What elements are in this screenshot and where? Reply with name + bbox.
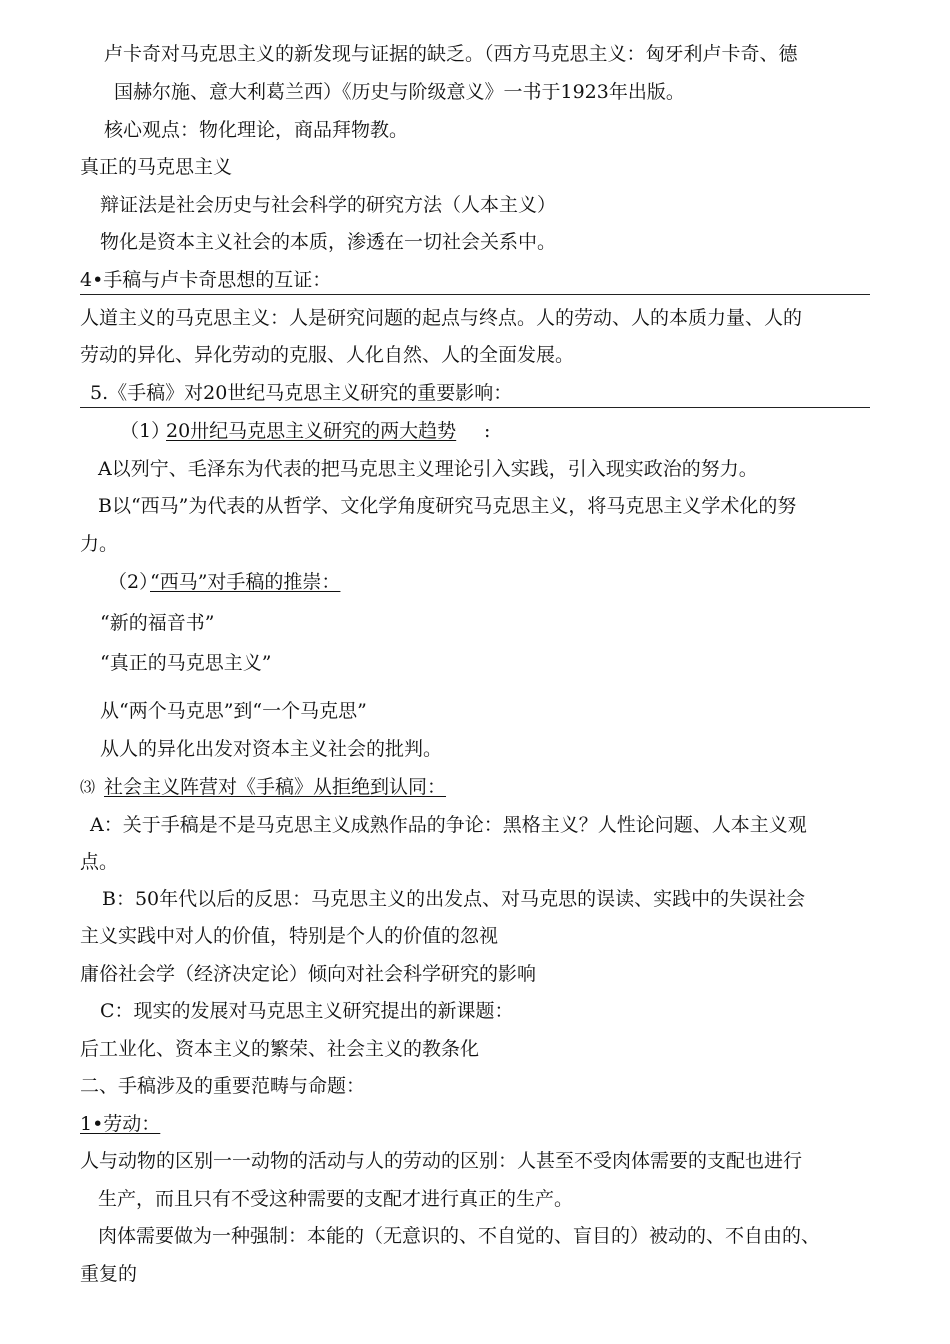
text-line: 生产，而且只有不受这种需要的支配才进行真正的生产。 bbox=[98, 1188, 574, 1210]
text-line: C：现实的发展对马克思主义研究提出的新课题： bbox=[100, 1000, 514, 1022]
subheading-number: （2） bbox=[108, 571, 159, 593]
text-line: A以列宁、毛泽东为代表的把马克思主义理论引入实践，引入现实政治的努力。 bbox=[98, 458, 758, 480]
section-heading: 1•劳动： bbox=[80, 1113, 161, 1135]
subheading-number: ⑶ bbox=[80, 778, 96, 796]
text-line: “新的福音书” bbox=[100, 612, 215, 634]
subheading: “西马”对手稿的推崇： bbox=[150, 571, 341, 593]
text-line: “真正的马克思主义” bbox=[100, 652, 272, 674]
subheading-number: （1） bbox=[120, 420, 171, 442]
section-divider bbox=[80, 407, 870, 408]
subheading-colon: : bbox=[484, 420, 491, 442]
subheading: 20卅纪马克思主义研究的两大趋势 bbox=[166, 420, 457, 442]
text-line: 辩证法是社会历史与社会科学的研究方法（人本主义） bbox=[100, 194, 557, 216]
text-line: B以“西马”为代表的从哲学、文化学角度研究马克思主义，将马克思主义学术化的努 bbox=[98, 495, 797, 517]
heading: 真正的马克思主义 bbox=[80, 156, 233, 178]
text-line: 卢卡奇对马克思主义的新发现与证据的缺乏。（西方马克思主义：匈牙利卢卡奇、德 bbox=[104, 43, 798, 65]
section-divider bbox=[80, 294, 870, 295]
text-line: A：关于手稿是不是马克思主义成熟作品的争论：黑格主义？人性论问题、人本主义观 bbox=[90, 814, 807, 836]
text-line: 点。 bbox=[80, 851, 119, 873]
text-line: 主义实践中对人的价值，特别是个人的价值的忽视 bbox=[80, 925, 499, 947]
heading: 二、手稿涉及的重要范畴与命题： bbox=[80, 1075, 366, 1097]
text-line: 庸俗社会学（经济决定论）倾向对社会科学研究的影响 bbox=[80, 963, 537, 985]
text-line: 核心观点：物化理论，商品拜物教。 bbox=[104, 119, 409, 141]
section-heading: 4•手稿与卢卡奇思想的互证： bbox=[80, 269, 332, 291]
text-line: 国赫尔施、意大利葛兰西）《历史与阶级意义》一书于1923年出版。 bbox=[114, 81, 685, 103]
text-line: 重复的 bbox=[80, 1263, 138, 1285]
text-line: 从“两个马克思”到“一个马克思” bbox=[100, 700, 367, 722]
subheading: 社会主义阵营对《手稿》从拒绝到认同： bbox=[104, 776, 447, 798]
text-line: 人道主义的马克思主义：人是研究问题的起点与终点。人的劳动、人的本质力量、人的 bbox=[80, 307, 803, 329]
text-line: 人与动物的区别一一动物的活动与人的劳动的区别：人甚至不受肉体需要的支配也进行 bbox=[80, 1150, 803, 1172]
section-heading: 5.《手稿》对20世纪马克思主义研究的重要影响： bbox=[90, 382, 513, 404]
text-line: 物化是资本主义社会的本质，渗透在一切社会关系中。 bbox=[100, 231, 557, 253]
text-line: 从人的异化出发对资本主义社会的批判。 bbox=[100, 738, 443, 760]
text-line: B：50年代以后的反思：马克思主义的出发点、对马克思的误读、实践中的失误社会 bbox=[102, 888, 806, 910]
text-line: 后工业化、资本主义的繁荣、社会主义的教条化 bbox=[80, 1038, 480, 1060]
text-line: 力。 bbox=[80, 533, 119, 555]
text-line: 肉体需要做为一种强制：本能的（无意识的、不自觉的、盲目的）被动的、不自由的、 bbox=[98, 1225, 821, 1247]
text-line: 劳动的异化、异化劳动的克服、人化自然、人的全面发展。 bbox=[80, 344, 575, 366]
